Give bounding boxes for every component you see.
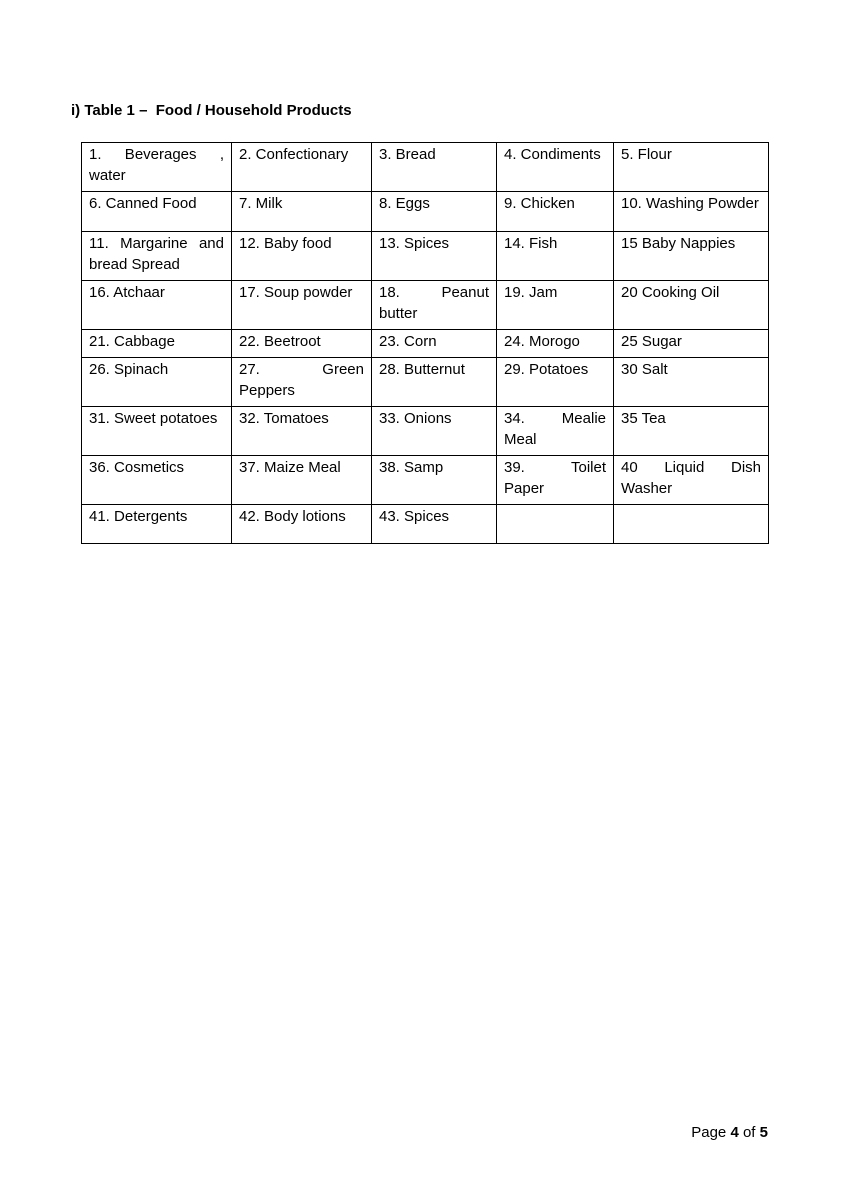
table-cell: 30 Salt	[614, 358, 769, 407]
table-heading: i) Table 1 – Food / Household Products	[71, 102, 352, 119]
table-cell: 34. Mealie Meal	[497, 407, 614, 456]
of-word: of	[742, 1124, 756, 1141]
table-cell: 18. Peanut butter	[372, 281, 497, 330]
table-cell: 6. Canned Food	[82, 192, 232, 232]
table-cell: 11. Margarine and bread Spread	[82, 232, 232, 281]
table-row	[82, 232, 769, 281]
table-cell: 5. Flour	[614, 143, 769, 192]
table-cell: 36. Cosmetics	[82, 456, 232, 505]
table-cell: 17. Soup powder	[232, 281, 372, 330]
table-cell: 39. Toilet Paper	[497, 456, 614, 505]
table-cell: 41. Detergents	[82, 505, 232, 544]
table-cell: 38. Samp	[372, 456, 497, 505]
table-cell	[614, 505, 769, 544]
table-cell: 10. Washing Powder	[614, 192, 769, 232]
table-cell: 23. Corn	[372, 330, 497, 358]
table-row	[82, 456, 769, 505]
table-cell: 37. Maize Meal	[232, 456, 372, 505]
table-cell: 28. Butternut	[372, 358, 497, 407]
table-cell: 1. Beverages , water	[82, 143, 232, 192]
table-cell: 19. Jam	[497, 281, 614, 330]
table-cell: 25 Sugar	[614, 330, 769, 358]
table-cell: 32. Tomatoes	[232, 407, 372, 456]
table-cell: 42. Body lotions	[232, 505, 372, 544]
table-row	[82, 192, 769, 232]
table-cell: 31. Sweet potatoes	[82, 407, 232, 456]
table-row	[82, 143, 769, 192]
table-cell: 35 Tea	[614, 407, 769, 456]
table-row	[82, 281, 769, 330]
table-cell: 20 Cooking Oil	[614, 281, 769, 330]
table-cell: 21. Cabbage	[82, 330, 232, 358]
table-cell: 12. Baby food	[232, 232, 372, 281]
table-cell: 33. Onions	[372, 407, 497, 456]
table-cell: 14. Fish	[497, 232, 614, 281]
table-row	[82, 330, 769, 358]
table-cell: 29. Potatoes	[497, 358, 614, 407]
table-cell: 9. Chicken	[497, 192, 614, 232]
table-row	[82, 505, 769, 544]
table-cell: 27. Green Peppers	[232, 358, 372, 407]
table-cell: 8. Eggs	[372, 192, 497, 232]
table-row	[82, 407, 769, 456]
table-cell: 16. Atchaar	[82, 281, 232, 330]
table-cell: 24. Morogo	[497, 330, 614, 358]
table-cell: 4. Condiments	[497, 143, 614, 192]
table-cell: 13. Spices	[372, 232, 497, 281]
table-cell: 40 Liquid Dish Washer	[614, 456, 769, 505]
table-cell: 3. Bread	[372, 143, 497, 192]
table-cell	[497, 505, 614, 544]
table-cell: 22. Beetroot	[232, 330, 372, 358]
current-page-number: 4	[730, 1124, 739, 1141]
table-cell: 7. Milk	[232, 192, 372, 232]
table-cell: 15 Baby Nappies	[614, 232, 769, 281]
page-word: Page	[691, 1124, 727, 1141]
table-row	[82, 358, 769, 407]
table-cell: 26. Spinach	[82, 358, 232, 407]
page-number-footer	[691, 1124, 768, 1142]
products-table	[81, 142, 769, 544]
table-cell: 2. Confectionary	[232, 143, 372, 192]
table-cell: 43. Spices	[372, 505, 497, 544]
total-pages-number: 5	[759, 1124, 768, 1141]
